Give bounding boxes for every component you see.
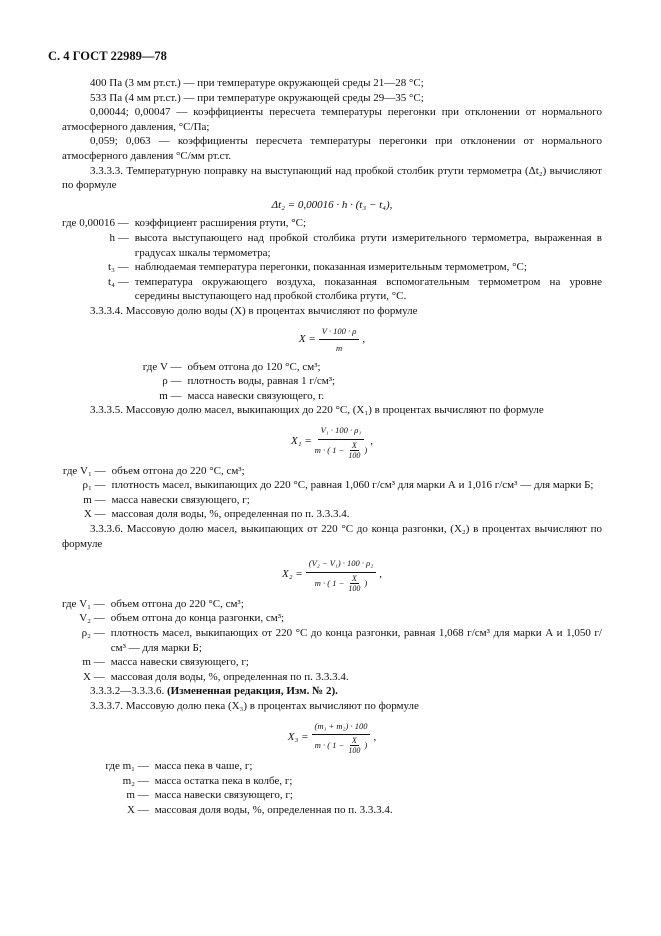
definition-row [62, 611, 602, 626]
inner-numerator: X [351, 736, 357, 746]
definition-symbol: m — [159, 389, 182, 402]
definition-text: температура окружающего воздуха, показанная вспомогательным термометром на уровне середины выступающего над пробкой столбика ртути, °С. [134, 275, 602, 303]
fraction-numerator: (V₂ − V₁) · 100 · ρ₂ [306, 556, 376, 573]
definition-symbol: где V — [142, 360, 182, 373]
denominator-suffix: ) [364, 444, 368, 455]
formula-text: Δt₂ = 0,00016 · h · (t₃ − t₄), [271, 198, 393, 211]
definition-text: массовая доля воды, %, определенная по п. 3.3.3.4. [111, 508, 350, 521]
definition-row [62, 360, 602, 375]
formula-lhs: X₃ = [287, 730, 309, 743]
formula-tail: , [373, 730, 377, 743]
definition-text: масса навески связующего, г; [111, 493, 250, 506]
paragraph: 400 Па (3 мм рт.ст.) — при температуре окружающей среды 21—28 °С; [90, 77, 424, 89]
formula-x1 [62, 423, 602, 460]
document-body [62, 76, 602, 818]
definitions-3-3-3-7 [62, 759, 602, 817]
definition-symbol: X — [83, 508, 106, 521]
denominator-suffix: ) [364, 578, 368, 589]
definition-row [62, 493, 602, 508]
paragraph: 0,059; 0,063 — коэффициенты пересчета температуры перегонки при отклонении от нормального атмосферного давления °С/мм рт.ст. [62, 135, 602, 162]
fraction-numerator: V · 100 · ρ [319, 324, 360, 341]
definition-row [62, 464, 602, 479]
definition-text: объем отгона до 220 °С, см³; [110, 597, 244, 610]
definition-text: плотность масел, выкипающих от 220 °С до конца разгонки, равная 1,068 г/см³ для марки А и 1,050 г/см³ — для марки Б; [110, 627, 602, 654]
section-3-3-3-5-text: 3.3.3.5. Массовую долю масел, выкипающих до 220 °С, (X₁) в процентах вычисляют по формуле [90, 404, 544, 417]
inner-denominator: 100 [348, 583, 361, 593]
definition-row [62, 216, 602, 231]
formula-tail: , [370, 435, 373, 448]
definition-symbol: t₄ — [108, 275, 129, 288]
formula-x2 [62, 556, 602, 593]
definition-text: массовая доля воды, %, определенная по п. 3.3.3.4. [110, 670, 349, 683]
definition-symbol: где V₁ — [62, 597, 105, 610]
fraction [315, 423, 367, 460]
definition-row [62, 655, 602, 670]
formula-x [62, 324, 602, 356]
paragraph: 0,00044; 0,00047 — коэффициенты пересчета температуры перегонки при отклонении от нормального атмосферного давления, °С/Па; [62, 106, 602, 133]
section-3-3-3-7-text: 3.3.3.7. Массовую долю пека (X₃) в процентах вычисляют по формуле [90, 699, 419, 712]
definition-text: объем отгона до 220 °С, см³; [111, 464, 245, 477]
fraction-denominator [315, 573, 367, 593]
definitions-3-3-3-3 [62, 216, 602, 304]
formula-lhs: X₂ = [282, 568, 303, 581]
paragraph: 533 Па (4 мм рт.ст.) — при температуре окружающей среды 29—35 °С; [90, 91, 424, 104]
definition-row [62, 374, 602, 389]
inner-fraction [346, 441, 362, 460]
definition-text: плотность воды, равная 1 г/см³; [187, 375, 336, 388]
definition-text: масса навески связующего, г. [187, 389, 325, 402]
edition-ref: 3.3.3.2—3.3.3.6. [90, 685, 165, 698]
definition-text: плотность масел, выкипающих до 220 °С, равная 1,060 г/см³ для марки А и 1,016 г/см³ — для марки Б; [111, 479, 594, 492]
definition-symbol: m₂ — [122, 774, 149, 787]
fraction [312, 719, 371, 756]
definition-text: масса остатка пека в колбе, г; [154, 774, 293, 787]
definition-text: объем отгона до конца разгонки, см³; [110, 612, 285, 625]
definition-symbol: m — [126, 789, 149, 802]
definition-symbol: где m₁ — [105, 760, 149, 773]
definition-symbol: m — [82, 656, 105, 669]
fraction-denominator [315, 735, 367, 755]
definition-row [62, 389, 602, 404]
definition-symbol: V₂ — [79, 612, 105, 625]
definition-row [62, 626, 602, 655]
page-header: С. 4 ГОСТ 22989—78 [48, 49, 167, 63]
formula-delta-t2 [62, 198, 602, 213]
definition-row [62, 759, 602, 774]
definition-symbol: где V₁ — [62, 464, 106, 477]
definition-symbol: ρ — [162, 375, 182, 388]
definition-symbol: где 0,00016 — [62, 217, 129, 230]
definition-row [62, 478, 602, 493]
fraction [319, 324, 360, 356]
inner-numerator: X [351, 573, 357, 583]
definition-row [62, 231, 602, 260]
definition-symbol: m — [83, 493, 106, 506]
fraction-numerator: V₁ · 100 · ρ₁ [318, 423, 365, 440]
fraction-numerator: (m₁ + m₂) · 100 [312, 719, 371, 736]
definition-text: масса навески связующего, г; [154, 789, 293, 802]
denominator-prefix: m · ( 1 − [314, 444, 345, 455]
formula-tail: , [362, 333, 366, 346]
definition-text: массовая доля воды, %, определенная по п. 3.3.3.4. [154, 803, 393, 816]
inner-fraction [346, 736, 362, 755]
denominator-suffix: ) [364, 740, 368, 751]
definition-text: высота выступающего над пробкой столбика ртути измерительного термометра, выраженная в градусах шкалы термометра; [134, 231, 602, 259]
edition-note-line [62, 684, 602, 699]
definition-symbol: ρ₂ — [81, 627, 105, 639]
definitions-3-3-3-5 [62, 464, 602, 522]
fraction [306, 556, 376, 593]
formula-lhs: X₁ = [291, 435, 312, 448]
definition-symbol: X — [127, 803, 149, 816]
denominator-prefix: m · ( 1 − [314, 740, 345, 751]
definition-row [62, 507, 602, 522]
definition-row [62, 597, 602, 612]
fraction-denominator [315, 440, 367, 460]
definition-row [62, 670, 602, 685]
definition-text: масса пека в чаше, г; [154, 760, 253, 773]
definition-row [62, 803, 602, 818]
definition-row [62, 788, 602, 803]
definition-text: масса навески связующего, г; [110, 656, 249, 669]
definition-text: объем отгона до 120 °С, см³; [187, 360, 321, 373]
definition-row [62, 774, 602, 789]
definition-symbol: ρ₁ — [82, 479, 106, 492]
section-3-3-3-3-text: 3.3.3.3. Температурную поправку на выступающий над пробкой столбик ртути термометра (Δt₂) вычисляют по формуле [62, 164, 602, 192]
inner-denominator: 100 [348, 746, 361, 756]
fraction-denominator: m [336, 343, 343, 354]
definition-text: наблюдаемая температура перегонки, показанная измерительным термометром, °С; [134, 261, 527, 274]
definitions-3-3-3-6 [62, 597, 602, 685]
denominator-prefix: m · ( 1 − [314, 578, 345, 589]
definition-row [62, 260, 602, 275]
definition-symbol: h — [109, 231, 129, 244]
definitions-3-3-3-4 [62, 360, 602, 404]
inner-numerator: X [351, 440, 357, 450]
definition-row [62, 275, 602, 304]
definition-symbol: t₃ — [108, 261, 129, 274]
formula-tail: , [379, 568, 382, 581]
definition-text: коэффициент расширения ртути, °С; [134, 217, 307, 230]
inner-fraction [346, 574, 362, 593]
section-3-3-3-4-text: 3.3.3.4. Массовую долю воды (X) в процентах вычисляют по формуле [90, 304, 418, 317]
definition-symbol: X — [83, 670, 105, 683]
inner-denominator: 100 [348, 450, 361, 460]
section-3-3-3-6-text: 3.3.3.6. Массовую долю масел, выкипающих от 220 °С до конца разгонки, (X₂) в процентах вычисляют по формуле [62, 523, 602, 550]
formula-x3 [62, 719, 602, 756]
edition-note: (Измененная редакция, Изм. № 2). [167, 685, 338, 698]
formula-lhs: X = [298, 333, 316, 346]
